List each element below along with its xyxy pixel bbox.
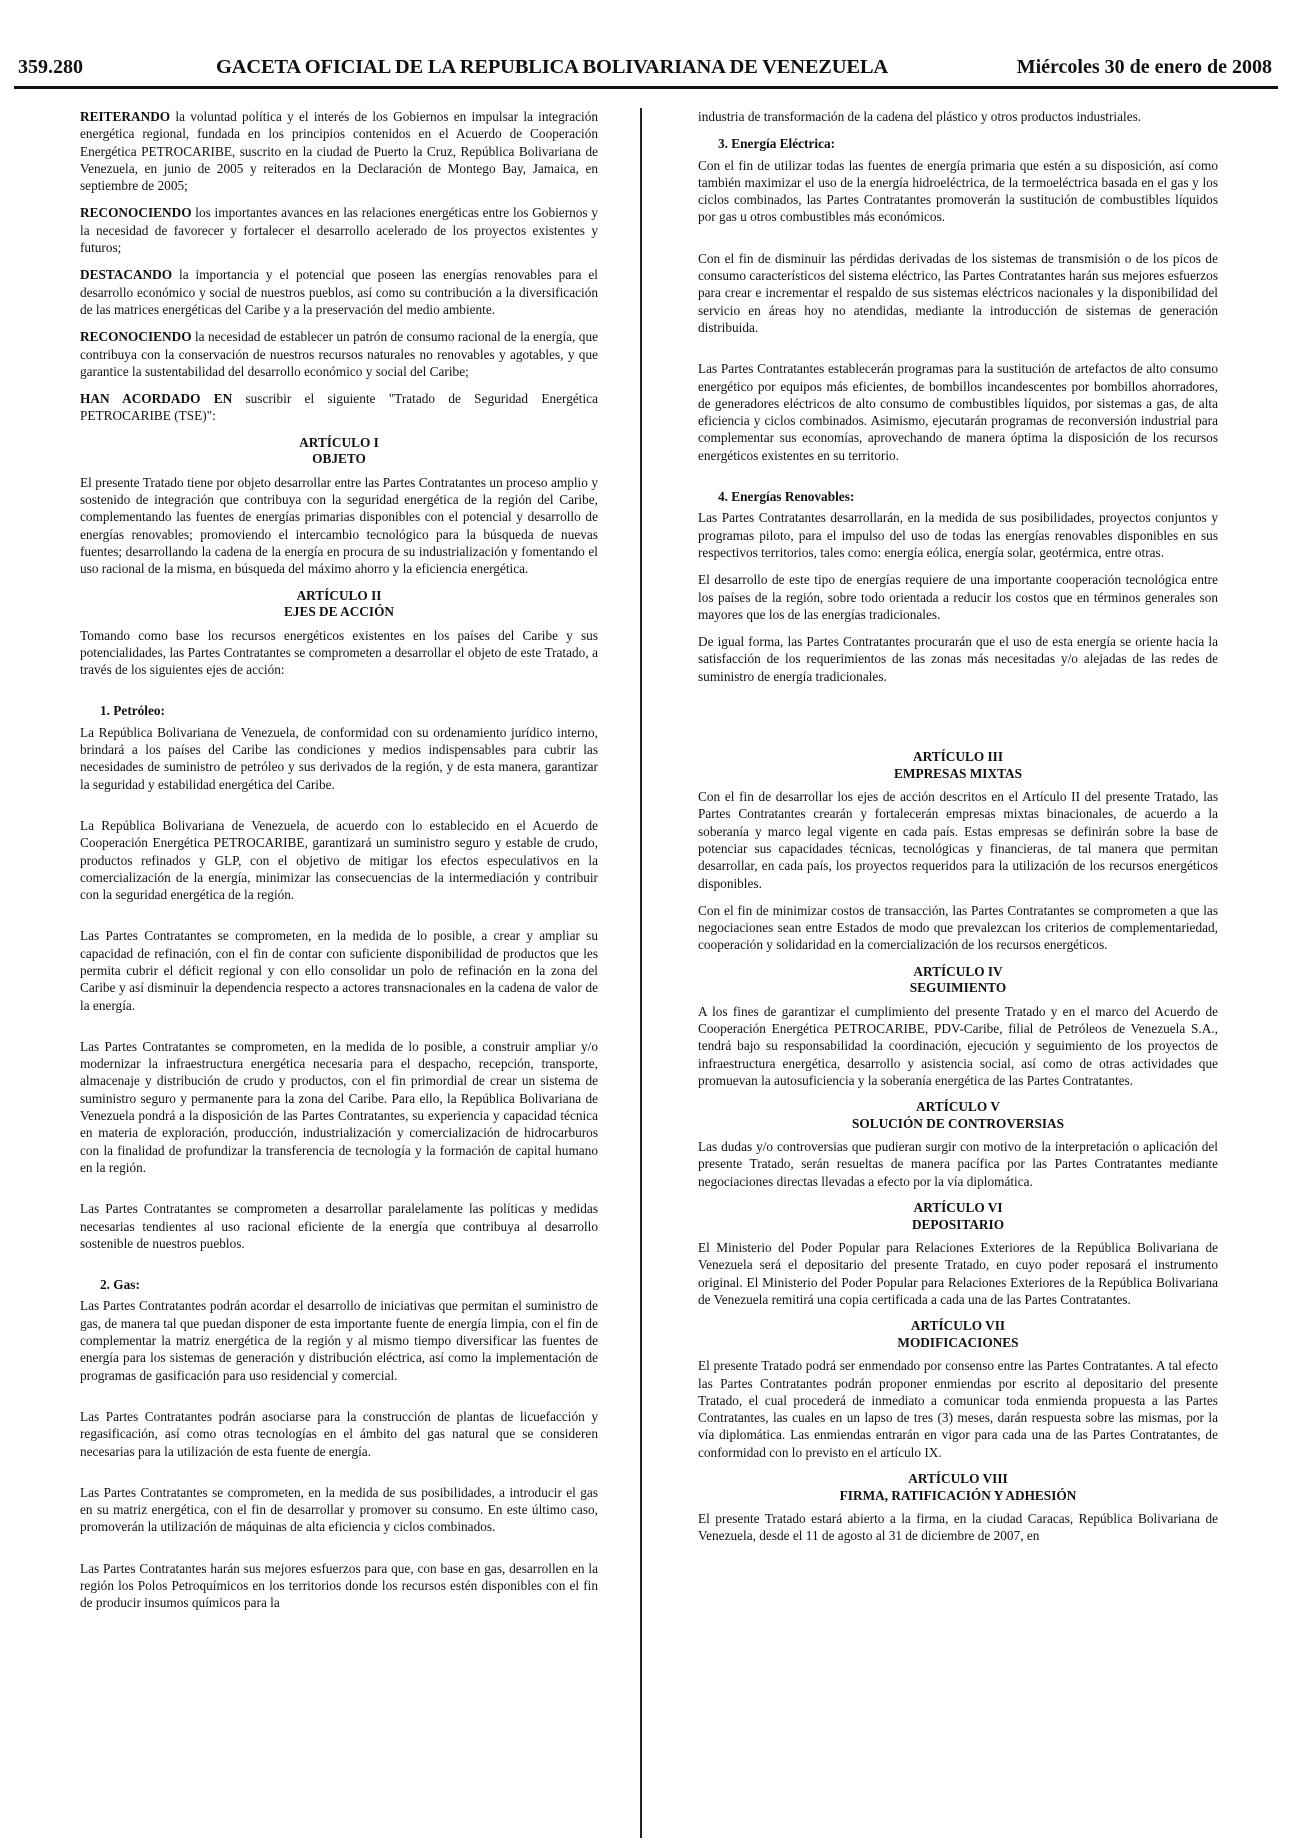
article-heading [698,1099,1218,1132]
section-paragraph: Las Partes Contratantes harán sus mejores esfuerzos para que, con base en gas, desarrollen en la región los Polos Petroquímicos en los territorios donde los recursos estén disponibles con el fin de producir insumos químicos para la [80,1560,598,1611]
section-paragraph: El desarrollo de este tipo de energías requiere de una importante cooperación tecnológica entre los países de la región, sobre todo orientada a reducir los costos que en términos generales son mayores que los de las energías tradicionales. [698,572,1218,622]
article-title: MODIFICACIONES [897,1334,1019,1350]
section-paragraph: Las Partes Contratantes establecerán programas para la sustitución de artefactos de alto consumo energético por equipos más eficientes, de bombillos incandescentes por bombillos ahorradores, de generadores eléctricos de alto consumo de combustibles líquidos, por sistemas a gas, de alta eficiencia y ciclos combinados. Asimismo, ejecutarán programas de reconversión industrial para complementar sus economías, aprovechando de manera óptima la disposición de los recursos energéticos existentes en su territorio. [698,361,1218,463]
section-heading: 4. Energías Renovables: [718,489,855,505]
article-paragraph: Las dudas y/o controversias que pudieran surgir con motivo de la interpretación o aplicación del presente Tratado, serán resueltas de manera pacífica por las Partes Contratantes mediante negociaciones directas llevadas a efecto por la vía diplomática. [698,1139,1218,1189]
issue-date: Miércoles 30 de enero de 2008 [1016,56,1272,78]
section-paragraph: Las Partes Contratantes desarrollarán, en la medida de sus posibilidades, proyectos conjuntos y programas piloto, para el impulso del uso de todas las energías renovables disponibles en sus respectivos territorios, tales como: energía eólica, energía solar, geotérmica, entre otras. [698,510,1218,560]
section-paragraph: Las Partes Contratantes podrán acordar el desarrollo de iniciativas que permitan el suministro de gas, de manera tal que puedan disponer de esta importante fuente de energía limpia, con el fin de complementar la matriz energética de la región y al mismo tiempo diversificar las fuentes de energía para los sistemas de generación y distribución eléctrica, así como la implementación de programas de gasificación para uso residencial y comercial. [80,1298,598,1383]
section-paragraph: La República Bolivariana de Venezuela, de acuerdo con lo establecido en el Acuerdo de Cooperación Energética PETROCARIBE, garantizará un suministro seguro y estable de crudo, productos refinados y GLP, con el objetivo de mitigar los efectos especulativos en la comercialización de la energía, minimizar las consecuencias de la intermediación y contribuir con la seguridad energética de la región. [80,817,598,903]
preamble-text: la voluntad política y el interés de los Gobiernos en impulsar la integración energética regional, fundada en los principios contenidos en el Acuerdo de Cooperación Energética PETROCARIBE, suscrito en la ciudad de Puerto la Cruz, República Bolivariana de Venezuela, en junio de 2005 y reiterados en la Declaración de Montego Bay, Jamaica, en septiembre de 2005; [80,109,598,194]
article-number: ARTÍCULO III [912,749,1004,765]
column-divider [640,108,642,1838]
gazette-title: GACETA OFICIAL DE LA REPUBLICA BOLIVARIANA DE VENEZUELA [216,56,888,78]
article-title: SOLUCIÓN DE CONTROVERSIAS [851,1115,1065,1131]
preamble-text: la necesidad de establecer un patrón de consumo racional de la energía, que contribuya con la conservación de nuestros recursos naturales no renovables y agotables, y que garantice la sustentabilidad del desarrollo económico y social del Caribe; [80,329,598,379]
preamble-paragraph [80,390,598,425]
article-heading [698,1471,1218,1504]
article-paragraph: A los fines de garantizar el cumplimiento del presente Tratado y en el marco del Acuerdo de Cooperación Energética PETROCARIBE, PDV-Caribe, filial de Petróleos de Venezuela S.A., tendrá bajo su responsabilidad la coordinación, ejecución y seguimiento de los proyectos de infraestructura energética, desarrollo y asistencia social, así como de otras actividades que promuevan la autosuficiencia y la soberanía energética de las Partes Contratantes. [698,1003,1218,1088]
article-number: ARTÍCULO I [299,434,379,450]
article-paragraph: Con el fin de desarrollar los ejes de acción descritos en el Artículo II del presente Tratado, las Partes Contratantes crearán y fortalecerán empresas mixtas binacionales, de acuerdo a la soberanía y marco legal vigente en cada país. Estas empresas se definirán sobre la base de potenciar sus capacidades técnicas, tecnológicas y financieras, de tal manera que permitan desarrollar, en cada país, los proyectos requeridos para la utilización de los recursos energéticos disponibles. [698,789,1218,891]
page-number: 359.280 [18,56,83,78]
section-paragraph: Las Partes Contratantes se comprometen, en la medida de lo posible, a crear y ampliar su capacidad de refinación, con el fin de contar con suficiente disponibilidad de productos que les permita cubrir el déficit regional y con ello consolidar un polo de refinación en la zona del Caribe y así disminuir la dependencia respecto a actores transnacionales en la cadena de valor de la energía. [80,928,598,1013]
right-column [698,108,1218,1555]
article-title: FIRMA, RATIFICACIÓN Y ADHESIÓN [839,1487,1077,1503]
preamble-keyword: REITERANDO [80,109,171,124]
preamble-paragraph [80,108,598,194]
article-paragraph: El presente Tratado estará abierto a la firma, en la ciudad Caracas, República Bolivariana de Venezuela, desde el 11 de agosto al 31 de diciembre de 2007, en [698,1511,1218,1544]
article-title: OBJETO [312,451,366,467]
article-heading [698,964,1218,997]
article-paragraph: El Ministerio del Poder Popular para Relaciones Exteriores de la República Bolivariana de Venezuela será el depositario del presente Tratado, en cuyo poder reposará el instrumento original. El Ministerio del Poder Popular para Relaciones Exteriores de la República Bolivariana de Venezuela remitirá una copia certificada a cada una de las Partes Contratantes. [698,1240,1218,1307]
article-heading [698,1318,1218,1351]
article-paragraph: El presente Tratado tiene por objeto desarrollar entre las Partes Contratantes un proceso amplio y sostenido de integración que contribuya con la seguridad energética de la región del Caribe, complementando las fuentes de energías primarias disponibles con el potencial y desarrollo de energías renovables; promoviendo el intercambio tecnológico para la búsqueda de nuevas fuentes; desarrollando la cadena de la energía en procura de su industrialización y fomentando el uso racional de la misma, en búsqueda del máximo ahorro y la eficiencia energética. [80,474,598,577]
article-number: ARTÍCULO VIII [908,1471,1008,1487]
preamble-paragraph [80,204,598,256]
preamble-text: suscribir el siguiente "Tratado de Seguridad Energética PETROCARIBE (TSE)": [80,391,598,424]
article-number: ARTÍCULO V [916,1099,1000,1115]
article-paragraph: El presente Tratado podrá ser enmendado por consenso entre las Partes Contratantes. A tal efecto las Partes Contratantes podrán proponer enmiendas por escrito al depositario del presente Tratado, el cual procederá de inmediato a comunicar toda enmienda propuesta a las Partes Contratantes, las cuales en un lapso de tres (3) meses, darán respuesta sobre las mismas, por la vía diplomática. Las enmiendas entrarán en vigor para cada una de las Partes Contratantes, de conformidad con lo previsto en el artículo IX. [698,1358,1218,1460]
preamble-keyword: HAN ACORDADO EN [80,391,233,407]
section-paragraph: De igual forma, las Partes Contratantes procurarán que el uso de esta energía se oriente hacia la satisfacción de los requerimientos de las zonas más necesitadas y/o alejadas de las redes de suministro de energía tradicionales. [698,634,1218,684]
article-title: EMPRESAS MIXTAS [894,765,1022,781]
preamble-text: los importantes avances en las relaciones energéticas entre los Gobiernos y la necesidad de favorecer y fortalecer el desarrollo acelerado de los proyectos existentes y futuros; [80,205,598,256]
section-paragraph: Las Partes Contratantes se comprometen a desarrollar paralelamente las políticas y medidas necesarias tendientes al uso racional eficiente de la energía que contribuya al desarrollo sostenible de nuestros pueblos. [80,1201,598,1251]
preamble-paragraph [80,328,598,380]
continued-paragraph: industria de transformación de la cadena del plástico y otros productos industriales. [698,109,1142,124]
article-number: ARTÍCULO VII [910,1318,1006,1334]
article-number: ARTÍCULO VI [913,1200,1003,1216]
article-paragraph: Tomando como base los recursos energéticos existentes en los países del Caribe y sus potencialidades, las Partes Contratantes se comprometen a desarrollar el objeto de este Tratado, a través de los siguientes ejes de acción: [80,627,598,678]
section-paragraph: Las Partes Contratantes podrán asociarse para la construcción de plantas de licuefacción y regasificación, así como otras tecnologías en el ámbito del gas natural que se consideren necesarias para la utilización de esta fuente de energía. [80,1408,598,1459]
section-heading: 1. Petróleo: [100,703,165,719]
article-heading [80,588,598,621]
section-heading: 2. Gas: [100,1277,140,1293]
section-heading: 3. Energía Eléctrica: [718,136,836,152]
left-column [80,108,598,1622]
article-number: ARTÍCULO IV [913,963,1003,979]
gazette-header [14,52,1278,89]
article-heading [80,435,598,468]
article-paragraph: Con el fin de minimizar costos de transacción, las Partes Contratantes se comprometen a que las negociaciones sean entre Estados de modo que prevalezcan los criterios de complementariedad, cooperación y solidaridad en la comercialización de los recursos energéticos. [698,902,1218,953]
section-paragraph: Las Partes Contratantes se comprometen, en la medida de sus posibilidades, a introducir el gas en su matriz energética, con el fin de desarrollar y promover su consumo. En este último caso, promoverán la utilización de máquinas de alta eficiencia y ciclos combinados. [80,1484,598,1535]
preamble-keyword: DESTACANDO [80,267,173,283]
preamble-keyword: RECONOCIENDO [80,329,192,345]
section-paragraph: La República Bolivariana de Venezuela, de conformidad con su ordenamiento jurídico interno, brindará a los países del Caribe las condiciones y medios indispensables para cubrir las necesidades de suministro de petróleo y sus derivados de la región, y de esta manera, garantizar la seguridad y estabilidad energética del Caribe. [80,724,598,792]
article-title: EJES DE ACCIÓN [283,604,395,620]
article-number: ARTÍCULO II [296,587,382,603]
section-paragraph: Con el fin de disminuir las pérdidas derivadas de los sistemas de transmisión o de los picos de consumo característicos del sistema eléctrico, las Partes Contratantes harán sus mejores esfuerzos para crear e incrementar el respaldo de sus sistemas eléctricos nacionales y la disponibilidad del servicio en áreas hoy no atendidas, mediante la introducción de sistemas de generación distribuida. [698,250,1218,335]
section-paragraph: Con el fin de utilizar todas las fuentes de energía primaria que estén a su disposición, así como también maximizar el uso de la energía hidroeléctrica, de la termoeléctrica basada en el gas y los ciclos combinados, las Partes Contratantes promoverán la sustitución de combustibles líquidos por gas u otros combustibles más económicos. [698,157,1218,225]
article-title: SEGUIMIENTO [909,980,1007,996]
section-paragraph: Las Partes Contratantes se comprometen, en la medida de lo posible, a construir ampliar y/o modernizar la infraestructura energética necesaria para el despacho, recepción, transporte, almacenaje y distribución de crudo y productos, con el fin primordial de crear un sistema de suministro seguro y permanente para la zona del Caribe. Para ello, la República Bolivariana de Venezuela pondrá a la disposición de las Partes Contratantes, su experiencia y capacidad técnica en materia de exploración, producción, industrialización y comercialización de hidrocarburos con la finalidad de profundizar la transferencia de tecnología y la formación de capital humano en la región. [80,1038,598,1175]
article-heading [698,1200,1218,1233]
preamble-paragraph [80,266,598,318]
article-title: DEPOSITARIO [911,1216,1005,1232]
article-heading [698,749,1218,782]
preamble-keyword: RECONOCIENDO [80,205,192,221]
preamble-text: la importancia y el potencial que poseen las energías renovables para el desarrollo económico y social de nuestros pueblos, así como su contribución a la diversificación de las matrices energéticas del Caribe y a la preservación del medio ambiente. [80,267,598,317]
